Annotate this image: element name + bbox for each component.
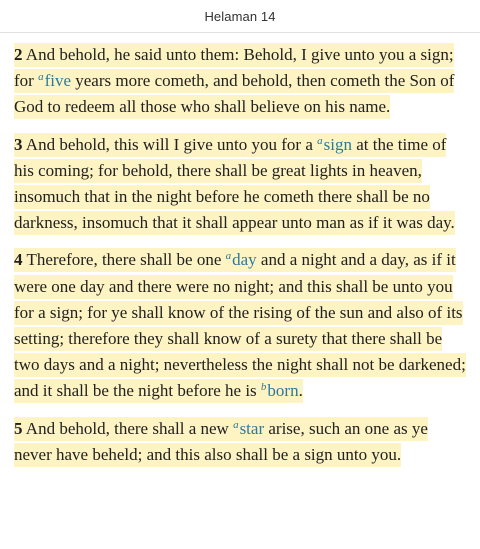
- footnote-word: five: [44, 71, 72, 91]
- footnote-marker: a: [225, 250, 232, 263]
- footnote-marker: a: [38, 71, 44, 84]
- footnote-link[interactable]: [233, 419, 264, 438]
- verse-text: And behold, he said unto them: Behold, I give unto you a sign; for: [14, 45, 454, 91]
- footnote-link[interactable]: [261, 381, 299, 400]
- verse-highlight: [14, 43, 454, 119]
- verse-text: And behold, this will I give unto you for a: [22, 134, 318, 154]
- verse-2: [14, 42, 466, 121]
- verse-text: .: [298, 381, 303, 401]
- verse-text: arise, such an one as ye never have beheld; and this also shall be a sign unto you.: [14, 418, 428, 464]
- footnote-word: born: [267, 381, 299, 401]
- verse-number[interactable]: 5: [14, 418, 23, 438]
- footnote-link[interactable]: [317, 135, 352, 154]
- verse-3: [14, 132, 466, 237]
- footnote-word: star: [239, 418, 265, 438]
- verse-highlight: [14, 133, 455, 236]
- footnote-link[interactable]: [38, 71, 71, 90]
- verse-4: [14, 247, 466, 404]
- footnote-marker: b: [260, 381, 267, 394]
- chapter-content: [0, 33, 480, 468]
- footnote-word: day: [232, 250, 257, 270]
- footnote-link[interactable]: [226, 250, 257, 269]
- verse-highlight: [14, 248, 466, 403]
- chapter-header: [0, 0, 480, 33]
- verse-text: years more cometh, and behold, then cometh the Son of God to redeem all those who shall believe on his name.: [14, 71, 455, 117]
- verse-5: [14, 416, 466, 468]
- chapter-title: Helaman 14: [204, 8, 276, 24]
- verse-text: at the time of his coming; for behold, there shall be great lights in heaven, insomuch that in the night before he cometh there shall be no darkness, insomuch that it shall appear unto man as if it was day.: [14, 134, 455, 233]
- verse-number[interactable]: 3: [14, 134, 23, 154]
- verse-text: And behold, there shall a new: [22, 418, 234, 438]
- verse-text: Therefore, there shall be one: [22, 250, 226, 270]
- footnote-marker: a: [317, 134, 323, 147]
- footnote-marker: a: [233, 418, 239, 431]
- footnote-word: sign: [323, 134, 352, 154]
- verse-number[interactable]: 4: [14, 250, 23, 270]
- verse-highlight: [14, 417, 428, 467]
- verse-text: and a night and a day, as if it were one day and there were no night; and this shall be unto you for a sign; for ye shall know of the rising of the sun and also of its setting; therefore they shall know of a surety that there shall be two days and a night; nevertheless the night shall not be darkened; and it shall be the night before he is: [14, 250, 466, 401]
- verse-number[interactable]: 2: [14, 45, 23, 64]
